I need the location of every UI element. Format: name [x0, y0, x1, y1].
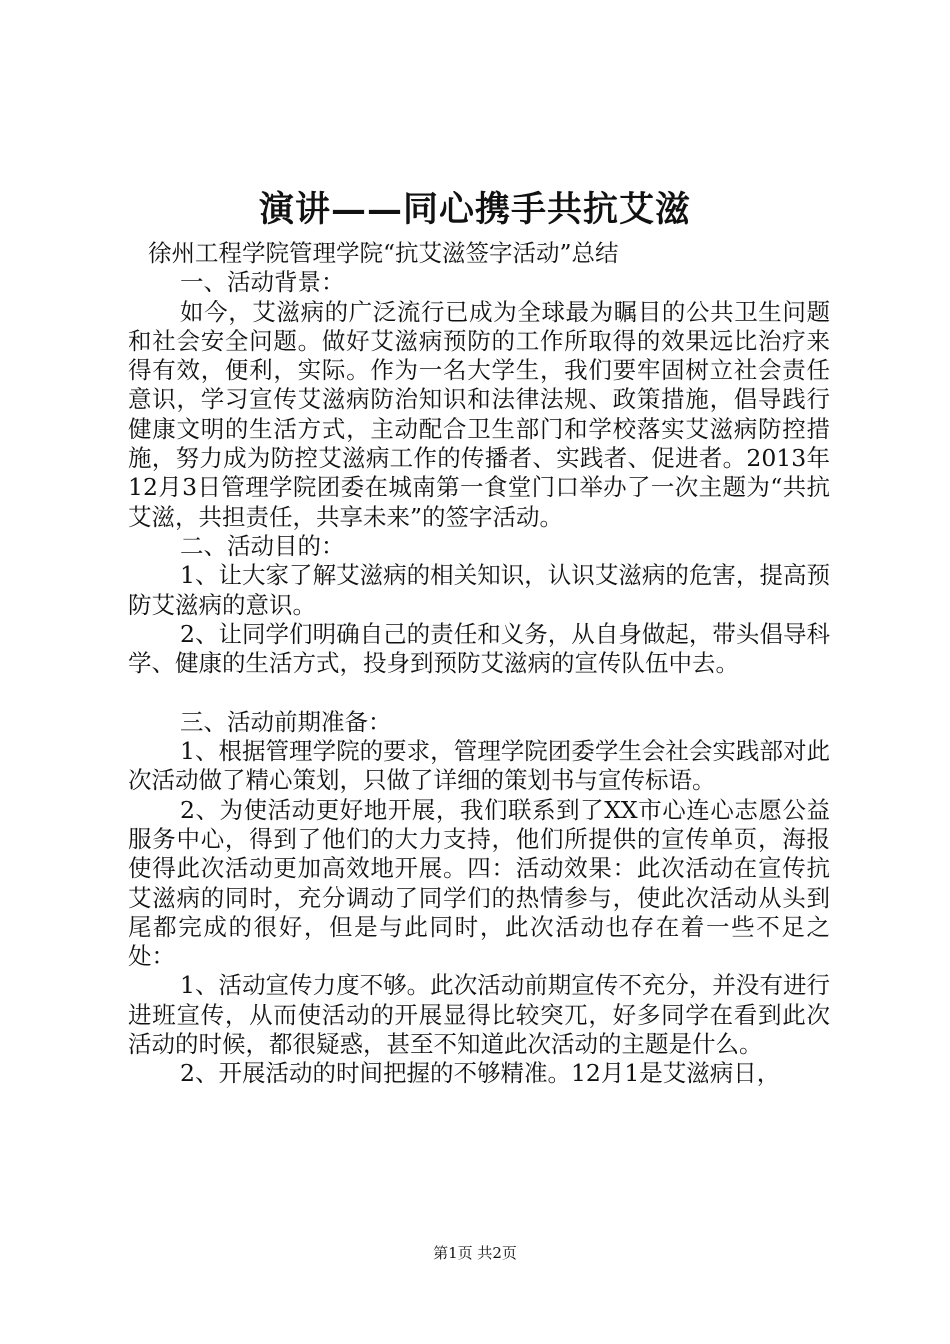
paragraph-purpose-2: 2、让同学们明确自己的责任和义务，从自身做起，带头倡导科学、健康的生活方式，投身到预防艾滋病的宣传队伍中去。 — [128, 619, 830, 678]
section-heading-preparation: 三、活动前期准备： — [180, 707, 392, 736]
paragraph-shortcoming-1: 1、活动宣传力度不够。此次活动前期宣传不充分，并没有进行进班宣传，从而使活动的开展显得比较突兀，好多同学在看到此次活动的时候，都很疑惑，甚至不知道此次活动的主题是什么。 — [128, 971, 830, 1059]
paragraph-purpose-1: 1、让大家了解艾滋病的相关知识，认识艾滋病的危害，提高预防艾滋病的意识。 — [128, 561, 830, 619]
section-heading-background: 一、活动背景： — [180, 268, 345, 297]
document-body — [128, 239, 830, 1089]
document-subtitle: 徐州工程学院管理学院“抗艾滋签字活动”总结 — [148, 239, 619, 267]
paragraph-background: 如今，艾滋病的广泛流行已成为全球最为瞩目的公共卫生问题和社会安全问题。做好艾滋病预防的工作所取得的效果远比治疗来得有效，便利，实际。作为一名大学生，我们要牢固树立社会责任意识，学习宣传艾滋病防治知识和法律法规、政策措施，倡导践行健康文明的生活方式，主动配合卫生部门和学校落实艾滋病防控措施，努力成为防控艾滋病工作的传播者、实践者、促进者。2013年12月3日管理学院团委在城南第一食堂门口举办了一次主题为“共抗艾滋，共担责任，共享未来”的签字活动。 — [128, 297, 830, 531]
document-title: 演讲——同心携手共抗艾滋 — [258, 189, 691, 230]
paragraph-shortcoming-2: 2、开展活动的时间把握的不够精准。12月1是艾滋病日， — [180, 1059, 781, 1088]
paragraph-preparation-2: 2、为使活动更好地开展，我们联系到了XX市心连心志愿公益服务中心，得到了他们的大力支持，他们所提供的宣传单页，海报使得此次活动更加高效地开展。四：活动效果：此次活动在宣传抗艾滋病的同时，充分调动了同学们的热情参与，使此次活动从头到尾都完成的很好，但是与此同时，此次活动也存在着一些不足之处： — [128, 795, 830, 971]
page-number-footer: 第1页 共2页 — [433, 1244, 517, 1262]
blank-line — [128, 678, 830, 707]
paragraph-preparation-1: 1、根据管理学院的要求，管理学院团委学生会社会实践部对此次活动做了精心策划，只做了详细的策划书与宣传标语。 — [128, 737, 830, 795]
section-heading-purpose: 二、活动目的： — [180, 531, 345, 560]
